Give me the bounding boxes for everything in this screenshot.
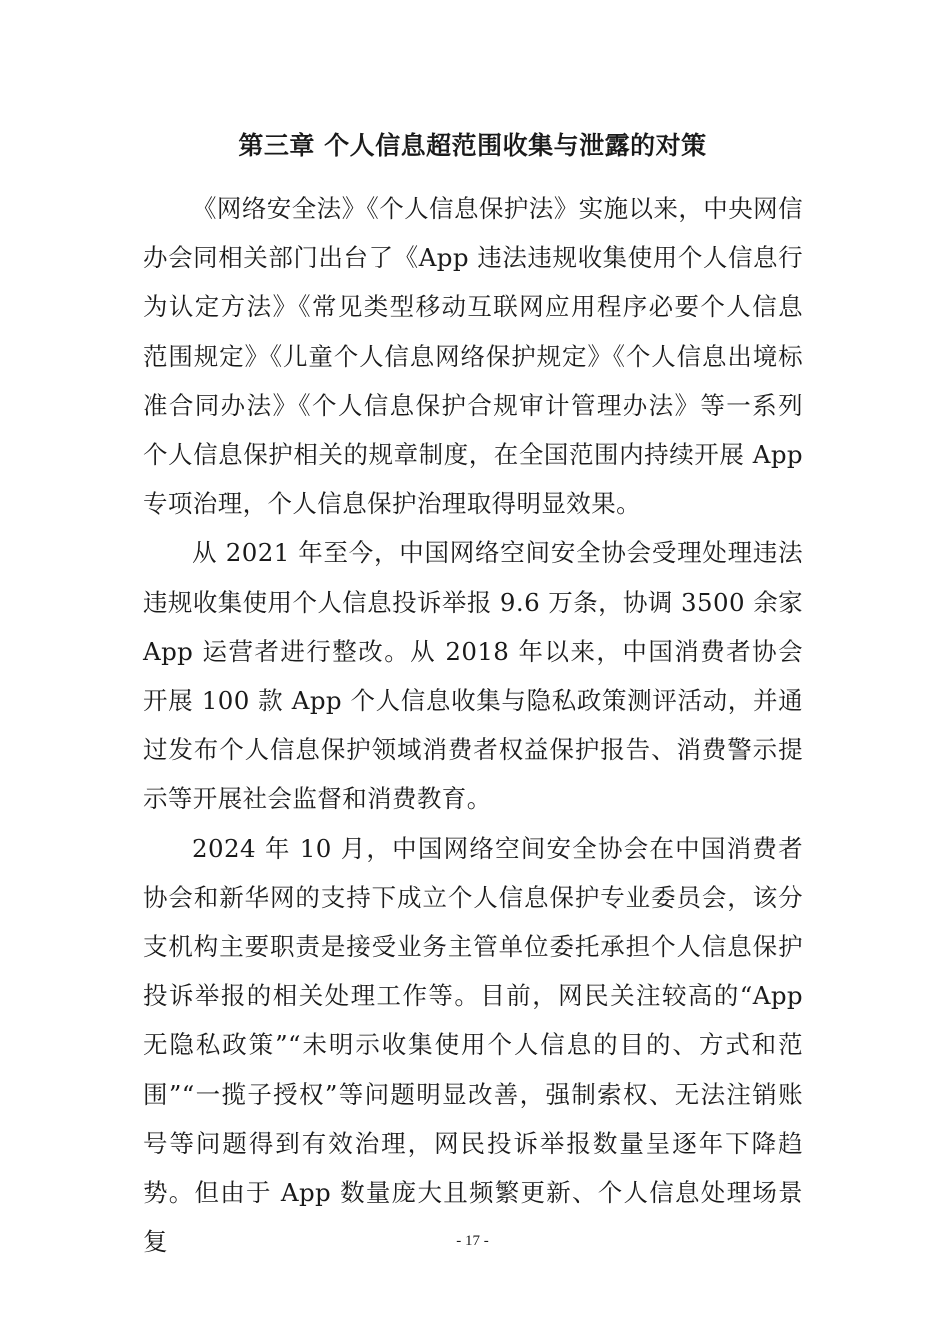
paragraph-3: 2024 年 10 月，中国网络空间安全协会在中国消费者协会和新华网的支持下成立个人信息保护专业委员会，该分支机构主要职责是接受业务主管单位委托承担个人信息保护投诉举报的相关处理工作等。目前，网民关注较高的“App 无隐私政策”“未明示收集使用个人信息的目的、方式和范围”“一揽子授权”等问题明显改善，强制索权、无法注销账号等问题得到有效治理，网民投诉举报数量呈逐年下降趋势。但由于 App 数量庞大且频繁更新、个人信息处理场景复 <box>143 833 803 1257</box>
chapter-title: 第三章 个人信息超范围收集与泄露的对策 <box>238 131 707 160</box>
paragraph-2: 从 2021 年至今，中国网络空间安全协会受理处理违法违规收集使用个人信息投诉举报 9.6 万条，协调 3500 余家 App 运营者进行整改。从 2018 年以来，中国消费者协会开展 100 款 App 个人信息收集与隐私政策测评活动，并通过发布个人信息保护领域消费者权益保护报告、消费警示提示等开展社会监督和消费教育。 <box>143 538 803 814</box>
body-text <box>143 184 803 1266</box>
page-number: - 17 - <box>456 1233 489 1249</box>
paragraph-1: 《网络安全法》《个人信息保护法》实施以来，中央网信办会同相关部门出台了《App 违法违规收集使用个人信息行为认定方法》《常见类型移动互联网应用程序必要个人信息范围规定》《儿童个人信息网络保护规定》《个人信息出境标准合同办法》《个人信息保护合规审计管理办法》等一系列个人信息保护相关的规章制度，在全国范围内持续开展 App 专项治理，个人信息保护治理取得明显效果。 <box>143 194 803 519</box>
